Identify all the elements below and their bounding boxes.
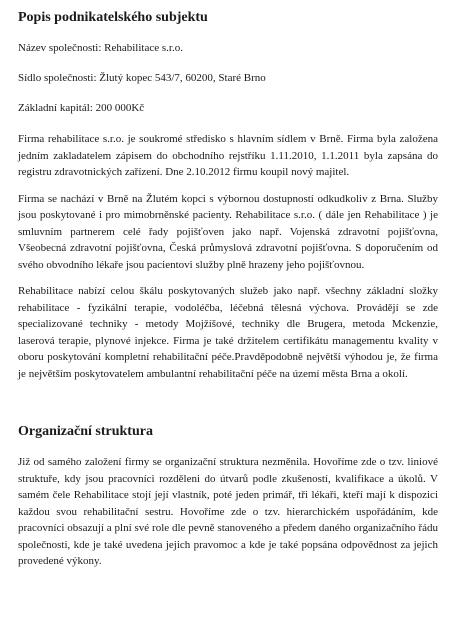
paragraph-services: Rehabilitace nabízí celou škálu poskytovaných služeb jako např. všechny základní složky rehabilitace - fyzikální terapie, vodoléčba, léčebná tělesná výchova. Provádějí se zde specializované techniky - metody Mojžíšové, techniky dle Brugera, metoda Mckenzie, laserová terapie, plynové injekce. Firma je také držitelem certifikátu managementu kvality v oboru poskytování kompletní rehabilitační péče.Pravděpodobně největší výhodou je, že firma je největším poskytovatelem ambulantní rehabilitační péče na území města Brna a okolí. [18,285,438,380]
share-capital-line: Základní kapitál: 200 000Kč [18,102,145,114]
company-name-line: Název společnosti: Rehabilitace s.r.o. [18,42,183,54]
section-heading-org-structure: Organizační struktura [18,424,153,439]
company-seat-line: Sídlo společnosti: Žlutý kopec 543/7, 60200, Staré Brno [18,72,266,84]
paragraph-location-insurance: Firma se nachází v Brně na Žlutém kopci s výbornou dostupností odkudkoliv z Brna. Služby jsou poskytované i pro mimobrněnské pacienty. Rehabilitace s.r.o. ( dále jen Rehabilitace ) je smluvním partnerem celé řady pojišťoven jako např. Vojenská zdravotní pojišťovna, Všeobecná zdravotní pojišťovna, Česká průmyslová zdravotní pojišťovna. S doporučením od svého obvodního lékaře jsou pacientovi služby plně hrazeny jeho pojišťovnou. [18,192,438,271]
paragraph-org-structure: Již od samého založení firmy se organizační struktura nezměnila. Hovoříme zde o tzv. liniové struktuře, kdy jsou pracovníci rozděleni do útvarů podle zkušeností, kvalifikace a úkolů. V samém čele Rehabilitace stojí její vlastník, poté jeden primář, tři lékaři, kteří mají k dispozici každou svou rehabilitační sestru. Hovoříme zde o tzv. hierarchickém uspořádáním, kde pracovníci obsazují a plní své role dle pevně stanoveného a předem daného organizačního řádu společnosti, kde je také uvedena jejich pravomoc a kde je také popsána odpovědnost za jejich provedené výkony. [18,456,438,567]
section-heading-company-profile: Popis podnikatelského subjektu [18,10,208,25]
paragraph-history: Firma rehabilitace s.r.o. je soukromé středisko s hlavním sídlem v Brně. Firma byla založena jedním zakladatelem zápisem do obchodního rejstříku 1.11.2010, 1.1.2011 byla zapsána do registru zdravotnických zařízení. Dne 2.10.2012 firmu koupil nový majitel. [18,133,438,178]
